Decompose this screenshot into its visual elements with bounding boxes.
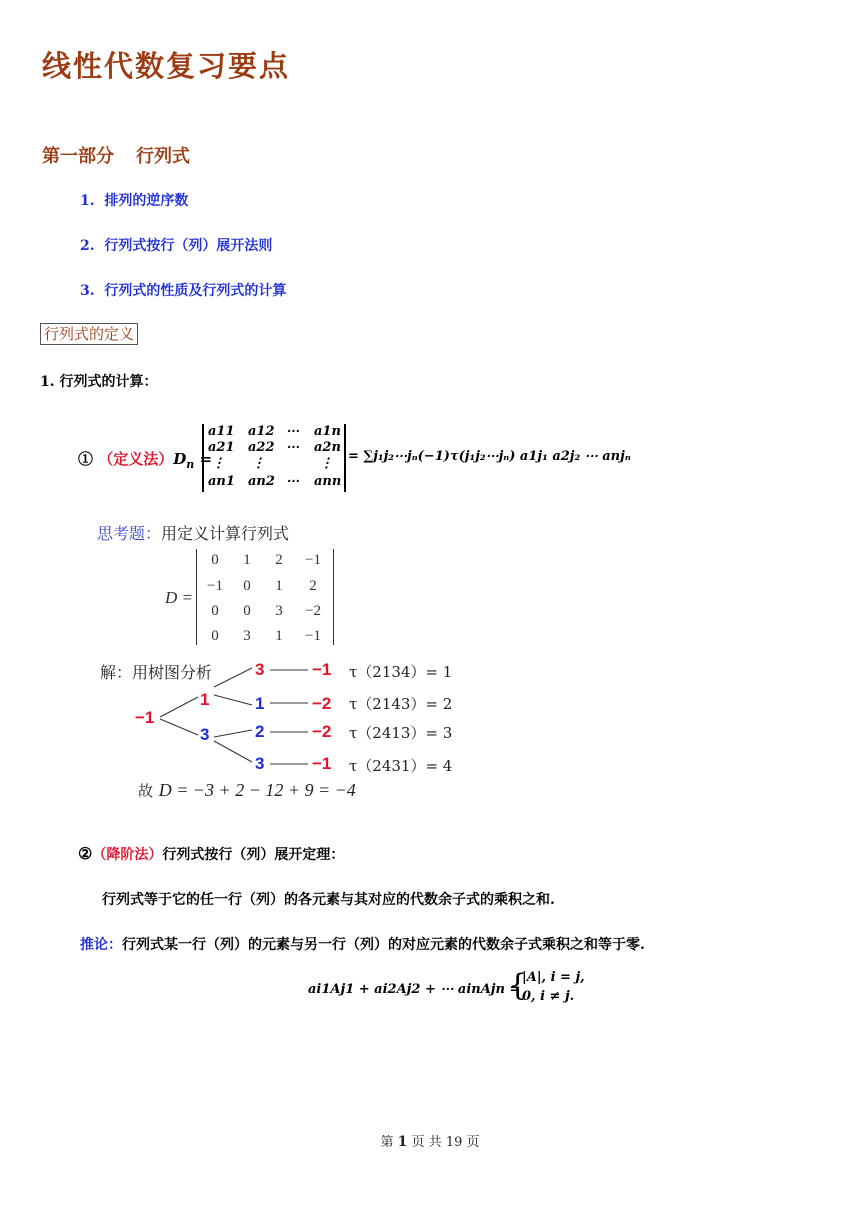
page-total: 19 <box>445 1135 463 1150</box>
definition-sum: = ∑j₁j₂⋯jₙ(−1)τ(j₁j₂⋯jₙ) a1j₁ a2j₂ ⋯ anjₙ <box>348 449 631 464</box>
math-lhs-sub: n <box>186 458 195 471</box>
tau-value: τ（2431）= 4 <box>349 757 453 775</box>
matrix-cell: ⋯ <box>286 474 299 489</box>
result-prefix: 故 <box>138 782 154 800</box>
method-text: 行列式按行（列）展开定理： <box>162 847 345 863</box>
formula-case: |A|, i = j, <box>522 970 585 985</box>
det-cell: 0 <box>211 603 219 619</box>
det-cell: 2 <box>309 578 317 594</box>
tree-edge <box>214 668 252 687</box>
tree-level1-node: 1 <box>200 690 210 709</box>
matrix-cell: a2n <box>314 440 341 455</box>
toc-item-1[interactable] <box>80 190 188 210</box>
circle-number: ② <box>78 844 93 863</box>
tree-edge <box>160 697 198 717</box>
det-cell: 1 <box>275 628 283 644</box>
corollary <box>80 934 645 954</box>
part-heading <box>42 142 190 168</box>
matrix-cell: ann <box>314 474 342 489</box>
det-cell: 0 <box>211 552 219 568</box>
part-name: 行列式 <box>136 146 190 167</box>
tau-value: τ（2413）= 3 <box>349 724 453 742</box>
det-cell: −1 <box>207 578 223 594</box>
det-cell: 0 <box>211 628 219 644</box>
toc-num: 2. <box>80 238 95 254</box>
method-name: （降阶法） <box>92 847 163 863</box>
matrix-cell: a1n <box>314 424 341 439</box>
footer-text: 第 <box>380 1135 394 1150</box>
tau-value: τ（2134）= 1 <box>349 663 453 681</box>
tree-edge <box>214 741 252 762</box>
det-cell: −1 <box>305 552 321 568</box>
det-cell: 3 <box>243 628 251 644</box>
method-name: （定义法） <box>98 450 174 468</box>
toc-text: 行列式按行（列）展开法则 <box>104 238 273 254</box>
tree-level1-node: 3 <box>200 725 210 744</box>
section-heading: 1. 行列式的计算： <box>40 374 158 390</box>
math-lhs: D <box>173 450 187 468</box>
det-cell: 3 <box>275 603 283 619</box>
matrix-cell: a11 <box>208 424 235 439</box>
method1-label: ① （定义法）$D_n$ = <box>78 450 213 471</box>
solution-result <box>138 780 356 801</box>
matrix-cell: ⋯ <box>286 440 299 455</box>
toc-item-2[interactable] <box>80 235 272 255</box>
matrix-cell: ⋮ <box>252 456 265 471</box>
page-title: 线性代数复习要点 <box>42 49 291 83</box>
brace: { <box>508 968 528 1003</box>
det-cell: 0 <box>243 578 251 594</box>
tree-root: −1 <box>135 708 155 727</box>
tree-leaf: −1 <box>312 754 332 773</box>
think-label: 思考题： <box>97 524 162 543</box>
det-cell: −2 <box>305 603 321 619</box>
tree-level2-node: 3 <box>255 754 265 773</box>
matrix-cell: ⋮ <box>320 456 333 471</box>
tree-edge <box>160 719 198 735</box>
toc-num: 3. <box>80 283 95 299</box>
matrix-cell: an1 <box>208 474 235 489</box>
part-label: 第一部分 <box>42 146 114 167</box>
page-number: 1 <box>397 1134 408 1150</box>
toc-text: 排列的逆序数 <box>104 193 189 209</box>
corollary-label: 推论： <box>80 937 122 953</box>
det-example <box>196 549 334 645</box>
footer-text: 页 共 <box>411 1135 442 1150</box>
tree-level2-node: 2 <box>255 722 265 741</box>
matrix-cell: a21 <box>208 440 235 455</box>
toc-num: 1. <box>80 193 95 209</box>
tree-leaf: −2 <box>312 694 332 713</box>
expansion-theorem: 行列式等于它的任一行（列）的各元素与其对应的代数余子式的乘积之和. <box>102 892 555 908</box>
formula-lhs: ai1Aj1 + ai2Aj2 + ⋯ ainAjn = <box>308 982 521 997</box>
formula-case: 0, i ≠ j. <box>522 989 575 1004</box>
think-question <box>97 521 289 544</box>
det-matrix <box>202 424 346 492</box>
det-cell: 1 <box>243 552 251 568</box>
det-cell: 1 <box>275 578 283 594</box>
toc-item-3[interactable] <box>80 280 286 300</box>
toc-text: 行列式的性质及行列式的计算 <box>104 283 287 299</box>
page-footer <box>0 1131 860 1150</box>
matrix-cell: ⋯ <box>286 424 299 439</box>
matrix-cell: an2 <box>248 474 275 489</box>
det-cell: −1 <box>305 628 321 644</box>
det-cell: 2 <box>275 552 283 568</box>
det-label: D = <box>165 588 193 607</box>
circle-number: ① <box>78 450 94 468</box>
tree-edge <box>214 695 252 705</box>
tree-level2-node: 3 <box>255 660 265 679</box>
boxed-heading: 行列式的定义 <box>40 323 138 345</box>
matrix-cell: a12 <box>248 424 275 439</box>
tree-leaf: −1 <box>312 660 332 679</box>
result-equation: D = −3 + 2 − 12 + 9 = −4 <box>158 780 356 800</box>
tau-value: τ（2143）= 2 <box>349 695 453 713</box>
matrix-cell: a22 <box>248 440 275 455</box>
think-text: 用定义计算行列式 <box>161 524 290 543</box>
tree-level2-node: 1 <box>255 694 265 713</box>
tree-edge <box>214 730 252 737</box>
det-cell: 0 <box>243 603 251 619</box>
corollary-text: 行列式某一行（列）的元素与另一行（列）的对应元素的代数余子式乘积之和等于零. <box>122 937 645 953</box>
matrix-cell: ⋮ <box>212 456 225 471</box>
tree-leaf: −2 <box>312 722 332 741</box>
solution-label: 解：用树图分析 <box>100 663 213 682</box>
method2-label <box>78 844 344 864</box>
footer-text: 页 <box>466 1135 480 1150</box>
